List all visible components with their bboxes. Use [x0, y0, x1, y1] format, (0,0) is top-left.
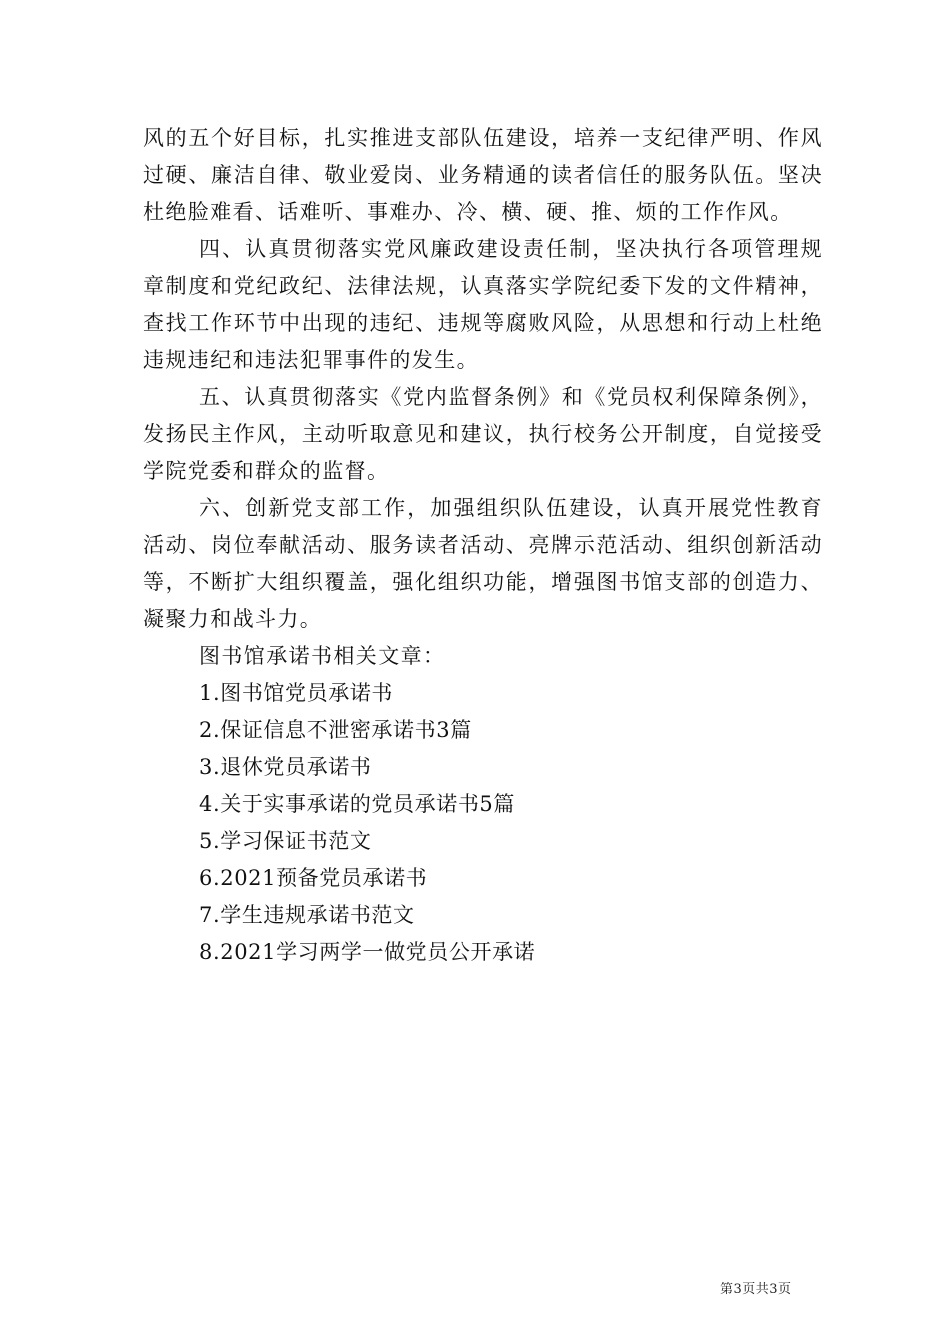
related-article-link[interactable]: 6.2021预备党员承诺书: [199, 866, 428, 890]
related-article-link[interactable]: 2.保证信息不泄密承诺书3篇: [199, 718, 472, 742]
paragraph-item-four: 四、认真贯彻落实党风廉政建设责任制，坚决执行各项管理规章制度和党纪政纪、法律法规，认真落实学院纪委下发的文件精神，查找工作环节中出现的违纪、违规等腐败风险，从思想和行动上杜绝违规违纪和违法犯罪事件的发生。: [143, 237, 823, 372]
page-number-footer: 第3页共3页: [720, 1282, 792, 1297]
related-article-link[interactable]: 3.退休党员承诺书: [199, 755, 372, 779]
related-article-link[interactable]: 8.2021学习两学一做党员公开承诺: [199, 940, 536, 964]
paragraph-item-five: 五、认真贯彻落实《党内监督条例》和《党员权利保障条例》，发扬民主作风，主动听取意见和建议，执行校务公开制度，自觉接受学院党委和群众的监督。: [143, 385, 823, 483]
related-article-link[interactable]: 4.关于实事承诺的党员承诺书5篇: [199, 792, 515, 816]
paragraph-item-six: 六、创新党支部工作，加强组织队伍建设，认真开展党性教育活动、岗位奉献活动、服务读者活动、亮牌示范活动、组织创新活动等，不断扩大组织覆盖，强化组织功能，增强图书馆支部的创造力、凝聚力和战斗力。: [143, 496, 823, 631]
related-article-link[interactable]: 1.图书馆党员承诺书: [199, 681, 394, 705]
document-page: [143, 120, 823, 971]
paragraph-continuation: 风的五个好目标，扎实推进支部队伍建设，培养一支纪律严明、作风过硬、廉洁自律、敬业爱岗、业务精通的读者信任的服务队伍。坚决杜绝脸难看、话难听、事难办、冷、横、硬、推、烦的工作作风。: [143, 126, 823, 224]
related-articles-list: [143, 675, 823, 971]
related-article-link[interactable]: 7.学生违规承诺书范文: [199, 903, 415, 927]
related-articles-heading: 图书馆承诺书相关文章：: [199, 644, 446, 668]
related-article-link[interactable]: 5.学习保证书范文: [199, 829, 372, 853]
